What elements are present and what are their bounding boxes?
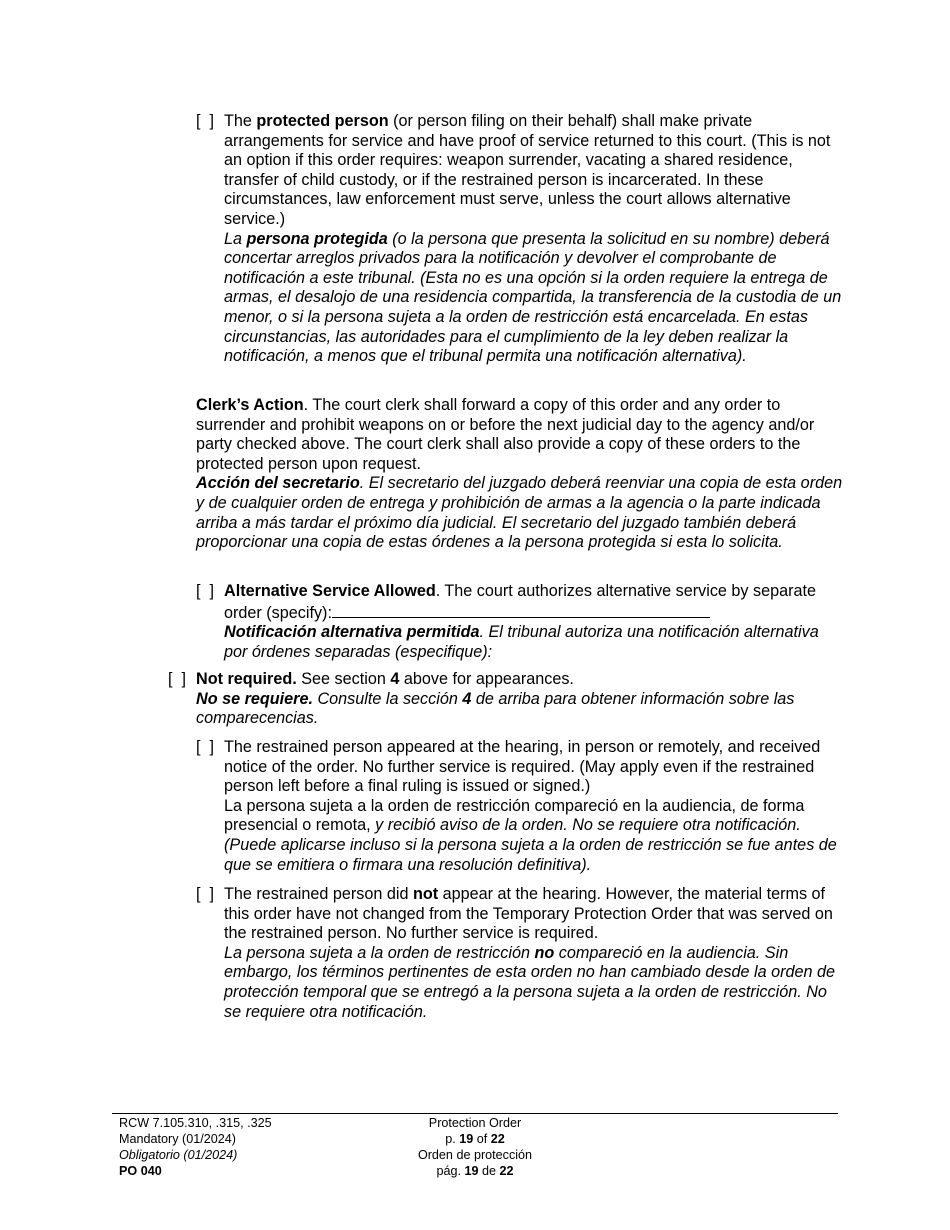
footer-mandatory: Mandatory (01/2024) xyxy=(119,1132,236,1146)
footer-divider xyxy=(112,1113,838,1114)
option-appeared-at-hearing xyxy=(196,738,846,875)
footer-page-es: pág. 19 de 22 xyxy=(436,1164,514,1178)
checkbox-alternative-service[interactable]: [ ] xyxy=(196,582,214,600)
specify-blank-line[interactable] xyxy=(332,602,710,618)
not-required-es: No se requiere. Consulte la sección 4 de arriba para obtener información sobre las comparecencias. xyxy=(196,689,795,728)
protected-person-service-en: The protected person (or person filing on their behalf) shall make private arrangements for service and have proof of service returned to this court. (This is not an option if this order requires: weapon surrender, vacating a shared residence, transfer of child custody, or if the restrained person is incarcerated. In these circumstances, law enforcement must serve, unless the court allows alternative service.) xyxy=(224,112,831,228)
footer-title-en: Protection Order xyxy=(428,1116,522,1130)
clerks-action-es: Acción del secretario. El secretario del juzgado deberá reenviar una copia de esta orden y de cualquier orden de entrega y prohibición de armas a la agencia o la parte indicada arriba a más tardar el próximo día judicial. El secretario del juzgado también deberá proporcionar una copia de estas órdenes a la persona protegida si esta lo solicita. xyxy=(196,474,843,552)
footer-obligatorio: Obligatorio (01/2024) xyxy=(119,1148,238,1162)
footer-title-es: Orden de protección xyxy=(417,1148,533,1162)
alternative-service-en: Alternative Service Allowed. The court authorizes alternative service by separate order (specify): xyxy=(224,582,817,622)
checkbox-protected-person-service[interactable]: [ ] xyxy=(196,112,214,130)
option-not-required xyxy=(168,670,848,729)
appeared-es: La persona sujeta a la orden de restricción compareció en la audiencia, de forma presencial o remota, y recibió aviso de la orden. No se requiere otra notificación. (Puede aplicarse incluso si la persona sujeta a la orden de restricción se fue antes de que se emitiera o firmara una resolución definitiva). xyxy=(224,796,837,874)
alternative-service-es: Notificación alternativa permitida. El tribunal autoriza una notificación alternativa por órdenes separadas (especifique): xyxy=(224,623,819,661)
not-appeared-en: The restrained person did not appear at the hearing. However, the material terms of this order have not changed from the Temporary Protection Order that was served on the restrained person. No further service is required. xyxy=(224,885,833,943)
footer-center xyxy=(375,1115,575,1179)
option-did-not-appear xyxy=(196,885,846,1022)
footer-left xyxy=(119,1115,272,1179)
protected-person-service-es: La persona protegida (o la persona que presenta la solicitud en su nombre) deberá concertar arreglos privados para la notificación y devolver el comprobante de notificación a este tribunal. (Esta no es una opción si la orden requiere la entrega de armas, el desalojo de una residencia compartida, la transferencia de la custodia de un menor, o si la persona sujeta a la orden de restricción está encarcelada. En estas circunstancias, las autoridades para el cumplimiento de la ley deben realizar la notificación, a menos que el tribunal permita una notificación alternativa). xyxy=(224,229,842,366)
footer-form-id: PO 040 xyxy=(119,1164,162,1178)
clerks-action-en: Clerk’s Action. The court clerk shall forward a copy of this order and any order to surrender and prohibit weapons on or before the next judicial day to the agency and/or party checked above. The court clerk shall also provide a copy of these orders to the protected person upon request. xyxy=(196,396,815,473)
footer-rcw: RCW 7.105.310, .315, .325 xyxy=(119,1116,272,1130)
checkbox-appeared-at-hearing[interactable]: [ ] xyxy=(196,738,214,756)
clerks-action xyxy=(196,396,846,553)
option-alternative-service xyxy=(196,582,846,662)
not-appeared-es: La persona sujeta a la orden de restricción no compareció en la audiencia. Sin embargo, los términos pertinentes de esta orden no han cambiado desde la orden de protección temporal que se entregó a la persona sujeta a la orden de restricción. No se requiere otra notificación. xyxy=(224,943,836,1021)
checkbox-not-required[interactable]: [ ] xyxy=(168,670,186,688)
appeared-en: The restrained person appeared at the hearing, in person or remotely, and received notice of the order. No further service is required. (May apply even if the restrained person left before a final ruling is issued or signed.) xyxy=(224,738,821,796)
option-protected-person-service xyxy=(196,112,846,367)
not-required-en: Not required. See section 4 above for appearances. xyxy=(196,670,574,688)
footer-page-en: p. 19 of 22 xyxy=(445,1132,505,1146)
checkbox-did-not-appear[interactable]: [ ] xyxy=(196,885,214,903)
